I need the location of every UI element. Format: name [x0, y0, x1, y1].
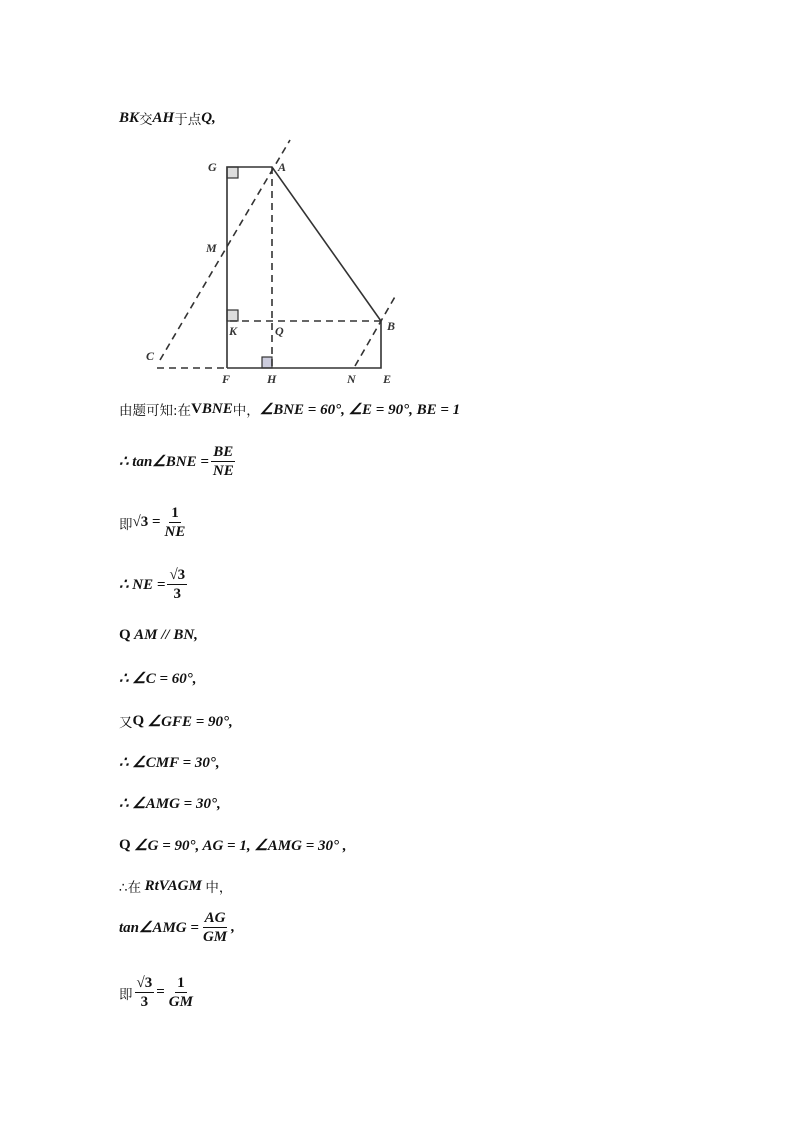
math: ∴ tan∠BNE =: [119, 454, 209, 470]
label-h: H: [267, 372, 277, 386]
line-11: [119, 876, 232, 896]
label-n: N: [347, 372, 356, 386]
line-4: [119, 566, 189, 603]
denominator: GM: [168, 994, 193, 1010]
label-g: G: [208, 160, 217, 174]
label-e: E: [383, 372, 392, 386]
line-12: [119, 909, 235, 946]
line-3: [119, 504, 189, 541]
math: ∠G = 90°, AG = 1, ∠AMG = 30° ,: [134, 838, 347, 854]
because-symbol: Q: [132, 712, 145, 729]
math: tan∠AMG =: [119, 920, 199, 936]
numerator: √3: [169, 567, 186, 583]
right-angle-mark-g: [227, 167, 238, 178]
triangle-symbol: V: [191, 400, 202, 417]
math: ,: [231, 919, 235, 935]
line-2: [119, 443, 238, 480]
label-f: F: [222, 372, 231, 386]
math: BK: [119, 109, 140, 126]
denominator: 3: [140, 994, 149, 1010]
math: AM // BN,: [134, 627, 198, 643]
math: ∴ ∠CMF = 30°,: [119, 755, 220, 771]
denominator: NE: [212, 463, 234, 479]
text: 于点: [174, 112, 202, 128]
because-symbol: Q: [119, 627, 131, 643]
label-a: A: [278, 160, 287, 174]
math: Q,: [201, 109, 216, 126]
math: ∠GFE = 90°,: [147, 713, 233, 730]
fraction: [211, 443, 236, 480]
math: =: [156, 984, 165, 1000]
numerator: 1: [171, 505, 179, 521]
numerator: BE: [213, 444, 234, 460]
right-angle-mark-h: [262, 357, 272, 368]
math: BNE: [201, 400, 233, 417]
fraction: [135, 974, 155, 1011]
right-angle-mark-k: [227, 310, 238, 321]
text: 即: [119, 516, 133, 533]
denominator: GM: [202, 929, 228, 945]
math: ∴ NE =: [119, 577, 166, 593]
fraction: [201, 909, 229, 946]
geometry-figure: [0, 0, 794, 400]
denominator: 3: [173, 586, 182, 602]
line-5: [119, 627, 198, 644]
math: ∴ ∠AMG = 30°,: [119, 796, 221, 812]
line-7: [119, 711, 233, 731]
fraction: [167, 566, 187, 603]
text: 又: [119, 715, 133, 731]
line-8: [119, 753, 220, 772]
label-c: C: [146, 349, 155, 363]
text: 即: [119, 986, 133, 1003]
text: 由题可知:在: [119, 403, 192, 419]
text: 中，: [205, 880, 233, 896]
line-13: [119, 974, 197, 1011]
numerator: AG: [204, 910, 226, 926]
label-q: Q: [275, 324, 284, 338]
text: ∴在: [119, 880, 142, 896]
line-6: [119, 669, 197, 688]
dashed-cma: [160, 140, 290, 360]
polygon-outline: [227, 167, 381, 368]
numerator: √3: [136, 975, 153, 991]
line-10: [119, 836, 347, 855]
denominator: NE: [164, 524, 186, 540]
text: 中，: [232, 403, 260, 419]
math: AH: [152, 109, 175, 126]
math: RtVAGM: [144, 877, 202, 894]
math: ∠BNE = 60°, ∠E = 90°, BE = 1: [259, 401, 461, 418]
text: 交: [139, 112, 153, 128]
fraction: [167, 974, 195, 1011]
math: √3 =: [132, 514, 161, 530]
because-symbol: Q: [119, 837, 131, 853]
math: ∴ ∠C = 60°,: [119, 671, 197, 687]
line-1: [119, 399, 460, 419]
label-m: M: [206, 241, 217, 255]
line-9: [119, 794, 221, 813]
label-b: B: [387, 319, 396, 333]
fraction: [163, 504, 188, 541]
numerator: 1: [177, 975, 185, 991]
label-k: K: [229, 324, 238, 338]
